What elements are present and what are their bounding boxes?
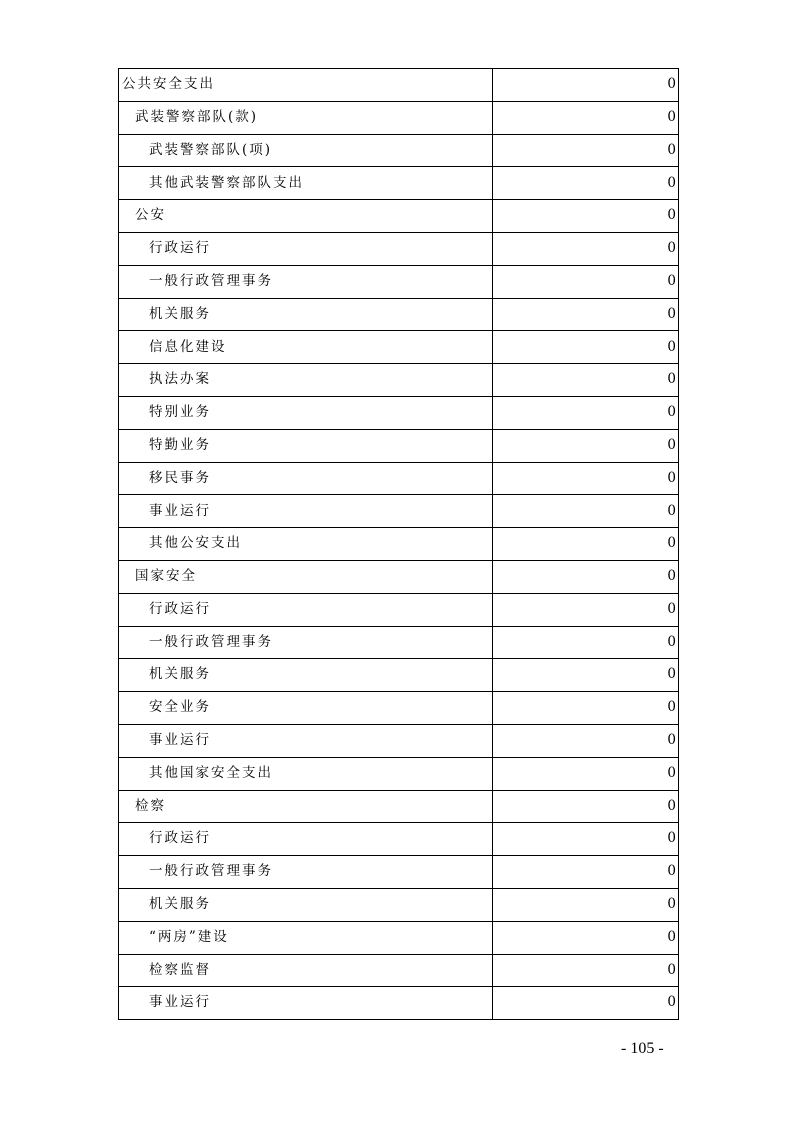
table-row bbox=[119, 462, 679, 495]
row-amount-value: 0 bbox=[493, 593, 679, 626]
row-category-name: 机关服务 bbox=[119, 659, 493, 692]
table-row bbox=[119, 659, 679, 692]
table-row bbox=[119, 396, 679, 429]
expenditure-table-body bbox=[119, 69, 679, 1020]
row-amount-value: 0 bbox=[493, 396, 679, 429]
table-row bbox=[119, 200, 679, 233]
row-amount-value: 0 bbox=[493, 167, 679, 200]
expenditure-table bbox=[118, 68, 679, 1020]
row-amount-value: 0 bbox=[493, 790, 679, 823]
table-row bbox=[119, 364, 679, 397]
row-amount-value: 0 bbox=[493, 888, 679, 921]
row-category-name: 行政运行 bbox=[119, 593, 493, 626]
row-category-name: 检察监督 bbox=[119, 954, 493, 987]
row-amount-value: 0 bbox=[493, 364, 679, 397]
table-row bbox=[119, 134, 679, 167]
row-category-name: 特别业务 bbox=[119, 396, 493, 429]
row-amount-value: 0 bbox=[493, 823, 679, 856]
table-row bbox=[119, 560, 679, 593]
row-category-name: “两房”建设 bbox=[119, 921, 493, 954]
row-amount-value: 0 bbox=[493, 429, 679, 462]
row-amount-value: 0 bbox=[493, 265, 679, 298]
row-category-name: 行政运行 bbox=[119, 232, 493, 265]
row-category-name: 武装警察部队(项) bbox=[119, 134, 493, 167]
row-category-name: 机关服务 bbox=[119, 888, 493, 921]
table-row bbox=[119, 790, 679, 823]
row-category-name: 安全业务 bbox=[119, 692, 493, 725]
row-amount-value: 0 bbox=[493, 101, 679, 134]
row-category-name: 执法办案 bbox=[119, 364, 493, 397]
row-category-name: 公共安全支出 bbox=[119, 69, 493, 102]
row-category-name: 一般行政管理事务 bbox=[119, 265, 493, 298]
row-category-name: 机关服务 bbox=[119, 298, 493, 331]
row-category-name: 事业运行 bbox=[119, 987, 493, 1020]
table-row bbox=[119, 954, 679, 987]
row-amount-value: 0 bbox=[493, 856, 679, 889]
row-category-name: 特勤业务 bbox=[119, 429, 493, 462]
table-row bbox=[119, 495, 679, 528]
row-amount-value: 0 bbox=[493, 626, 679, 659]
table-row bbox=[119, 987, 679, 1020]
page-number: - 105 - bbox=[621, 1040, 664, 1057]
row-amount-value: 0 bbox=[493, 659, 679, 692]
table-row bbox=[119, 429, 679, 462]
row-category-name: 一般行政管理事务 bbox=[119, 856, 493, 889]
table-row bbox=[119, 626, 679, 659]
budget-table-container bbox=[118, 68, 676, 1020]
row-category-name: 一般行政管理事务 bbox=[119, 626, 493, 659]
table-row bbox=[119, 298, 679, 331]
table-row bbox=[119, 101, 679, 134]
row-category-name: 武装警察部队(款) bbox=[119, 101, 493, 134]
row-amount-value: 0 bbox=[493, 987, 679, 1020]
table-row bbox=[119, 757, 679, 790]
table-row bbox=[119, 167, 679, 200]
table-row bbox=[119, 823, 679, 856]
table-row bbox=[119, 528, 679, 561]
table-row bbox=[119, 692, 679, 725]
row-category-name: 公安 bbox=[119, 200, 493, 233]
table-row bbox=[119, 888, 679, 921]
row-category-name: 行政运行 bbox=[119, 823, 493, 856]
row-category-name: 国家安全 bbox=[119, 560, 493, 593]
row-amount-value: 0 bbox=[493, 692, 679, 725]
row-amount-value: 0 bbox=[493, 724, 679, 757]
table-row bbox=[119, 921, 679, 954]
row-category-name: 其他公安支出 bbox=[119, 528, 493, 561]
table-row bbox=[119, 593, 679, 626]
row-amount-value: 0 bbox=[493, 528, 679, 561]
row-category-name: 移民事务 bbox=[119, 462, 493, 495]
row-amount-value: 0 bbox=[493, 757, 679, 790]
row-category-name: 事业运行 bbox=[119, 495, 493, 528]
table-row bbox=[119, 331, 679, 364]
row-amount-value: 0 bbox=[493, 298, 679, 331]
row-category-name: 其他国家安全支出 bbox=[119, 757, 493, 790]
table-row bbox=[119, 232, 679, 265]
table-row bbox=[119, 724, 679, 757]
row-amount-value: 0 bbox=[493, 495, 679, 528]
row-amount-value: 0 bbox=[493, 462, 679, 495]
row-amount-value: 0 bbox=[493, 232, 679, 265]
row-amount-value: 0 bbox=[493, 200, 679, 233]
table-row bbox=[119, 69, 679, 102]
row-amount-value: 0 bbox=[493, 331, 679, 364]
row-category-name: 其他武装警察部队支出 bbox=[119, 167, 493, 200]
row-amount-value: 0 bbox=[493, 954, 679, 987]
row-category-name: 检察 bbox=[119, 790, 493, 823]
row-amount-value: 0 bbox=[493, 69, 679, 102]
table-row bbox=[119, 856, 679, 889]
table-row bbox=[119, 265, 679, 298]
row-category-name: 信息化建设 bbox=[119, 331, 493, 364]
row-category-name: 事业运行 bbox=[119, 724, 493, 757]
row-amount-value: 0 bbox=[493, 134, 679, 167]
row-amount-value: 0 bbox=[493, 560, 679, 593]
row-amount-value: 0 bbox=[493, 921, 679, 954]
